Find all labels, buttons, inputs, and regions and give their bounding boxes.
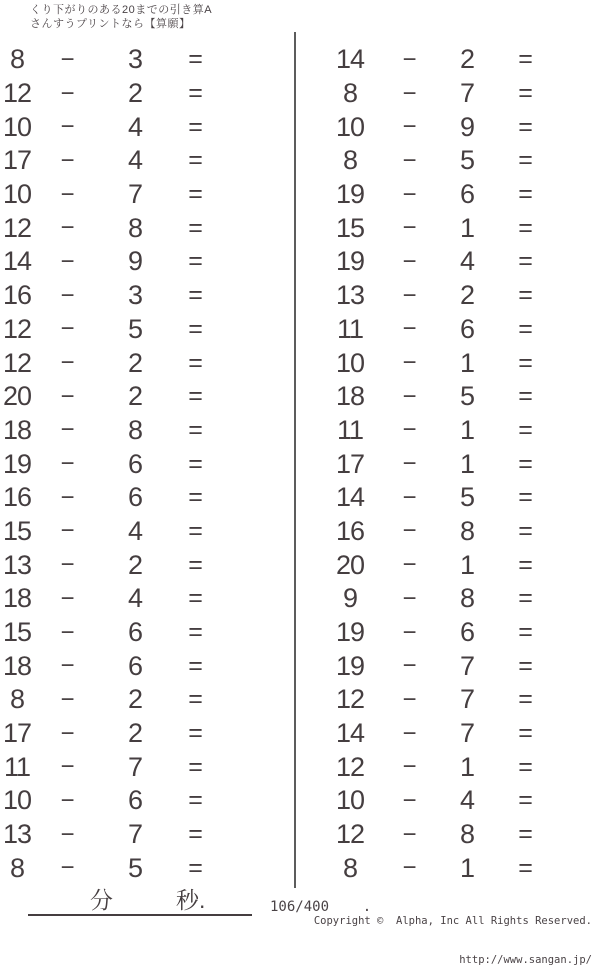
minus-sign: − — [402, 45, 416, 73]
subtrahend: 8 — [459, 515, 475, 546]
equals-sign: = — [188, 516, 202, 545]
subtrahend: 7 — [459, 78, 475, 109]
equals-sign: = — [188, 719, 202, 748]
minus-sign: − — [402, 551, 416, 579]
subtrahend: 6 — [127, 482, 143, 513]
equals-sign: = — [188, 247, 202, 276]
minuend: 15 — [2, 515, 32, 546]
subtrahend: 4 — [459, 785, 475, 816]
minuend: 13 — [2, 549, 32, 580]
minuend: 17 — [2, 718, 32, 749]
equals-sign: = — [188, 820, 202, 849]
minus-sign: − — [60, 113, 74, 141]
subtrahend: 7 — [459, 684, 475, 715]
equals-sign: = — [518, 651, 532, 680]
subtrahend: 3 — [127, 280, 143, 311]
problem-row — [296, 380, 600, 414]
minuend: 18 — [335, 381, 365, 412]
minuend: 18 — [2, 650, 32, 681]
problem-row — [296, 582, 600, 616]
minuend: 16 — [335, 515, 365, 546]
subtrahend: 4 — [127, 515, 143, 546]
equals-sign: = — [518, 415, 532, 444]
minus-sign: − — [60, 382, 74, 410]
subtrahend: 8 — [459, 819, 475, 850]
timer-answer-line — [28, 888, 252, 916]
problem-row — [296, 852, 600, 886]
subtrahend: 1 — [459, 347, 475, 378]
subtrahend: 6 — [459, 179, 475, 210]
minus-sign: − — [60, 79, 74, 107]
subtrahend: 2 — [127, 684, 143, 715]
problem-row — [0, 582, 294, 616]
minus-sign: − — [402, 450, 416, 478]
subtrahend: 7 — [127, 819, 143, 850]
minus-sign: − — [402, 483, 416, 511]
minus-sign: − — [60, 820, 74, 848]
equals-sign: = — [518, 314, 532, 343]
minuend: 11 — [3, 751, 31, 782]
page-number-dot: . — [362, 899, 372, 915]
subtrahend: 2 — [459, 44, 475, 75]
problem-row — [296, 245, 600, 279]
minus-sign: − — [60, 146, 74, 174]
equals-sign: = — [518, 550, 532, 579]
minutes-label: 分 — [90, 887, 113, 913]
minus-sign: − — [60, 315, 74, 343]
minus-sign: − — [60, 180, 74, 208]
problem-row — [0, 77, 294, 111]
subtrahend: 2 — [127, 549, 143, 580]
minus-sign: − — [60, 551, 74, 579]
minus-sign: − — [60, 247, 74, 275]
equals-sign: = — [188, 281, 202, 310]
subtrahend: 6 — [459, 617, 475, 648]
equals-sign: = — [518, 752, 532, 781]
equals-sign: = — [518, 281, 532, 310]
equals-sign: = — [188, 853, 202, 882]
minuend: 13 — [2, 819, 32, 850]
minuend: 8 — [342, 78, 358, 109]
worksheet-subtitle: さんすうプリントなら【算願】 — [30, 17, 191, 30]
equals-sign: = — [518, 786, 532, 815]
equals-sign: = — [188, 584, 202, 613]
problem-row — [0, 717, 294, 751]
equals-sign: = — [188, 79, 202, 108]
minuend: 18 — [2, 414, 32, 445]
minuend: 12 — [335, 751, 365, 782]
minus-sign: − — [402, 180, 416, 208]
minuend: 10 — [2, 785, 32, 816]
problem-row — [296, 818, 600, 852]
minus-sign: − — [60, 281, 74, 309]
minuend: 11 — [336, 313, 364, 344]
problem-row — [0, 110, 294, 144]
minuend: 10 — [335, 111, 365, 142]
problem-row — [0, 481, 294, 515]
equals-sign: = — [188, 45, 202, 74]
equals-sign: = — [518, 820, 532, 849]
minus-sign: − — [402, 786, 416, 814]
minus-sign: − — [60, 450, 74, 478]
problem-row — [296, 683, 600, 717]
worksheet-title: くり下がりのある20までの引き算A — [30, 4, 213, 16]
minus-sign: − — [402, 685, 416, 713]
subtrahend: 2 — [127, 718, 143, 749]
problems-column-left — [0, 43, 294, 885]
problem-row — [296, 414, 600, 448]
minuend: 10 — [335, 785, 365, 816]
minus-sign: − — [60, 652, 74, 680]
minus-sign: − — [402, 584, 416, 612]
problems-column-right — [296, 43, 600, 885]
equals-sign: = — [188, 786, 202, 815]
equals-sign: = — [188, 180, 202, 209]
problem-row — [0, 211, 294, 245]
subtrahend: 1 — [459, 549, 475, 580]
problem-row — [0, 548, 294, 582]
subtrahend: 9 — [459, 111, 475, 142]
problem-row — [0, 346, 294, 380]
minus-sign: − — [402, 382, 416, 410]
problem-row — [0, 380, 294, 414]
problem-row — [296, 110, 600, 144]
minuend: 8 — [342, 145, 358, 176]
subtrahend: 1 — [459, 212, 475, 243]
subtrahend: 4 — [127, 111, 143, 142]
equals-sign: = — [518, 719, 532, 748]
subtrahend: 6 — [127, 785, 143, 816]
minus-sign: − — [60, 618, 74, 646]
equals-sign: = — [188, 449, 202, 478]
equals-sign: = — [518, 483, 532, 512]
minus-sign: − — [60, 349, 74, 377]
subtrahend: 5 — [459, 145, 475, 176]
minus-sign: − — [402, 416, 416, 444]
minus-sign: − — [402, 753, 416, 781]
subtrahend: 8 — [127, 212, 143, 243]
minuend: 8 — [9, 44, 25, 75]
equals-sign: = — [188, 112, 202, 141]
subtrahend: 8 — [459, 583, 475, 614]
equals-sign: = — [188, 415, 202, 444]
minuend: 10 — [2, 179, 32, 210]
equals-sign: = — [188, 752, 202, 781]
problem-row — [0, 144, 294, 178]
copyright-block — [314, 889, 592, 980]
problem-row — [296, 211, 600, 245]
minuend: 10 — [335, 347, 365, 378]
subtrahend: 7 — [127, 751, 143, 782]
subtrahend: 2 — [127, 78, 143, 109]
minus-sign: − — [402, 247, 416, 275]
equals-sign: = — [188, 550, 202, 579]
equals-sign: = — [188, 483, 202, 512]
subtrahend: 1 — [459, 852, 475, 883]
minuend: 19 — [335, 617, 365, 648]
equals-sign: = — [518, 449, 532, 478]
minuend: 15 — [335, 212, 365, 243]
problem-row — [0, 515, 294, 549]
minuend: 15 — [2, 617, 32, 648]
subtrahend: 2 — [127, 381, 143, 412]
site-url: http://www.sangan.jp/ — [459, 954, 592, 966]
equals-sign: = — [518, 213, 532, 242]
subtrahend: 4 — [127, 583, 143, 614]
minus-sign: − — [60, 214, 74, 242]
minuend: 19 — [335, 179, 365, 210]
minuend: 14 — [2, 246, 32, 277]
minus-sign: − — [402, 854, 416, 882]
minuend: 18 — [2, 583, 32, 614]
minus-sign: − — [60, 786, 74, 814]
minus-sign: − — [60, 719, 74, 747]
subtrahend: 2 — [127, 347, 143, 378]
minus-sign: − — [402, 146, 416, 174]
minuend: 14 — [335, 44, 365, 75]
problem-row — [296, 346, 600, 380]
equals-sign: = — [188, 314, 202, 343]
equals-sign: = — [188, 382, 202, 411]
problem-row — [0, 447, 294, 481]
equals-sign: = — [518, 584, 532, 613]
minus-sign: − — [60, 517, 74, 545]
minuend: 12 — [2, 78, 32, 109]
equals-sign: = — [518, 348, 532, 377]
subtrahend: 6 — [127, 617, 143, 648]
minuend: 17 — [2, 145, 32, 176]
subtrahend: 8 — [127, 414, 143, 445]
equals-sign: = — [518, 853, 532, 882]
minus-sign: − — [402, 652, 416, 680]
minuend: 19 — [335, 246, 365, 277]
equals-sign: = — [518, 382, 532, 411]
subtrahend: 2 — [459, 280, 475, 311]
subtrahend: 7 — [459, 718, 475, 749]
minuend: 12 — [335, 819, 365, 850]
problem-row — [0, 649, 294, 683]
minuend: 8 — [9, 852, 25, 883]
minuend: 13 — [335, 280, 365, 311]
problem-row — [296, 548, 600, 582]
minus-sign: − — [402, 719, 416, 747]
problem-row — [0, 43, 294, 77]
problem-row — [296, 784, 600, 818]
equals-sign: = — [518, 516, 532, 545]
minuend: 14 — [335, 718, 365, 749]
equals-sign: = — [518, 79, 532, 108]
minus-sign: − — [60, 416, 74, 444]
minus-sign: − — [402, 618, 416, 646]
equals-sign: = — [188, 348, 202, 377]
problem-row — [296, 447, 600, 481]
minuend: 9 — [342, 583, 358, 614]
problem-row — [0, 178, 294, 212]
minus-sign: − — [60, 45, 74, 73]
minuend: 19 — [335, 650, 365, 681]
problem-row — [296, 481, 600, 515]
subtrahend: 5 — [459, 482, 475, 513]
minus-sign: − — [402, 315, 416, 343]
minuend: 12 — [2, 313, 32, 344]
problem-row — [296, 313, 600, 347]
worksheet-header — [30, 4, 212, 31]
problem-row — [0, 750, 294, 784]
problem-row — [296, 43, 600, 77]
minuend: 20 — [335, 549, 365, 580]
problem-row — [0, 616, 294, 650]
problem-row — [296, 515, 600, 549]
minus-sign: − — [402, 820, 416, 848]
equals-sign: = — [518, 45, 532, 74]
problem-row — [296, 717, 600, 751]
problem-row — [296, 750, 600, 784]
problem-row — [0, 852, 294, 886]
problem-row — [296, 144, 600, 178]
subtrahend: 9 — [127, 246, 143, 277]
subtrahend: 5 — [127, 313, 143, 344]
minus-sign: − — [60, 483, 74, 511]
subtrahend: 7 — [127, 179, 143, 210]
problem-row — [0, 414, 294, 448]
minus-sign: − — [60, 854, 74, 882]
equals-sign: = — [188, 146, 202, 175]
problem-row — [0, 313, 294, 347]
minuend: 12 — [2, 347, 32, 378]
subtrahend: 7 — [459, 650, 475, 681]
problem-row — [0, 784, 294, 818]
minus-sign: − — [402, 349, 416, 377]
minuend: 12 — [335, 684, 365, 715]
problem-row — [0, 818, 294, 852]
subtrahend: 1 — [459, 414, 475, 445]
minus-sign: − — [60, 685, 74, 713]
minus-sign: − — [402, 214, 416, 242]
subtrahend: 4 — [127, 145, 143, 176]
minus-sign: − — [60, 753, 74, 781]
minuend: 16 — [2, 280, 32, 311]
equals-sign: = — [518, 112, 532, 141]
subtrahend: 6 — [127, 650, 143, 681]
subtrahend: 1 — [459, 448, 475, 479]
subtrahend: 3 — [127, 44, 143, 75]
minuend: 12 — [2, 212, 32, 243]
minuend: 11 — [336, 414, 364, 445]
minus-sign: − — [402, 281, 416, 309]
equals-sign: = — [188, 618, 202, 647]
problem-row — [296, 279, 600, 313]
equals-sign: = — [188, 685, 202, 714]
equals-sign: = — [188, 651, 202, 680]
subtrahend: 6 — [127, 448, 143, 479]
equals-sign: = — [518, 685, 532, 714]
minus-sign: − — [402, 79, 416, 107]
minuend: 20 — [2, 381, 32, 412]
subtrahend: 5 — [459, 381, 475, 412]
minuend: 8 — [342, 852, 358, 883]
subtrahend: 5 — [127, 852, 143, 883]
seconds-label: 秒. — [176, 887, 206, 913]
equals-sign: = — [518, 146, 532, 175]
minuend: 19 — [2, 448, 32, 479]
minuend: 14 — [335, 482, 365, 513]
minus-sign: − — [402, 113, 416, 141]
problem-row — [0, 279, 294, 313]
minus-sign: − — [60, 584, 74, 612]
problem-row — [296, 77, 600, 111]
problem-row — [0, 683, 294, 717]
subtrahend: 4 — [459, 246, 475, 277]
problem-row — [0, 245, 294, 279]
subtrahend: 6 — [459, 313, 475, 344]
equals-sign: = — [188, 213, 202, 242]
minuend: 16 — [2, 482, 32, 513]
copyright-text: Copyright © Alpha, Inc All Rights Reserved. — [313, 915, 592, 927]
page-number-value: 106/400 — [270, 899, 330, 915]
problem-row — [296, 616, 600, 650]
equals-sign: = — [518, 618, 532, 647]
equals-sign: = — [518, 247, 532, 276]
minuend: 17 — [335, 448, 365, 479]
subtrahend: 1 — [459, 751, 475, 782]
minuend: 10 — [2, 111, 32, 142]
minus-sign: − — [402, 517, 416, 545]
equals-sign: = — [518, 180, 532, 209]
problem-row — [296, 178, 600, 212]
minuend: 8 — [9, 684, 25, 715]
problem-row — [296, 649, 600, 683]
